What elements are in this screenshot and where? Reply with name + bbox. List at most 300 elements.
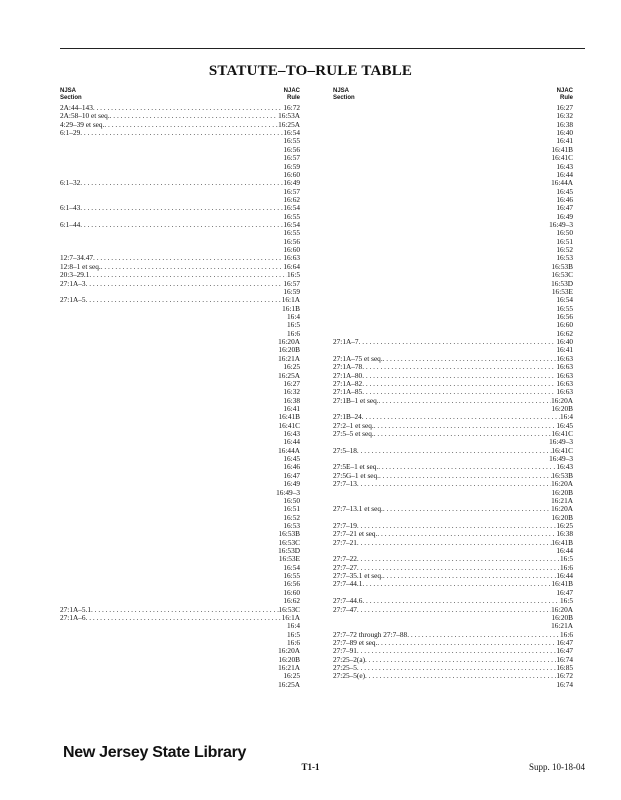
rule-reference: 16:25A — [278, 120, 300, 129]
statute-section: 27:1A–7 — [333, 338, 359, 347]
rule-reference: 16:25 — [283, 363, 300, 372]
dot-leader — [91, 606, 278, 614]
rule-reference: 16:41B — [551, 145, 573, 154]
table-row — [333, 438, 573, 446]
rule-reference: 16:5 — [287, 271, 300, 280]
dot-leader — [80, 204, 283, 212]
page-number: T1-1 — [301, 762, 320, 772]
supplement-date: Supp. 10-18-04 — [529, 762, 585, 772]
rule-reference: 16:45 — [283, 455, 300, 464]
table-row — [60, 580, 300, 588]
statute-section: 27:25–5(e) — [333, 672, 366, 681]
rule-reference: 16:20A — [278, 647, 300, 656]
rule-reference: 16:49 — [556, 212, 573, 221]
rule-reference: 16:6 — [560, 563, 573, 572]
table-row — [333, 112, 573, 120]
dot-leader — [365, 656, 556, 664]
table-row — [333, 631, 573, 639]
table-row — [60, 522, 300, 530]
table-row — [333, 656, 573, 664]
statute-section: 2A:58–10 et seq. — [60, 112, 110, 121]
table-row — [60, 146, 300, 154]
statute-section: 27:5–5 et seq. — [333, 430, 374, 439]
table-row — [333, 455, 573, 463]
rule-reference: 16:56 — [283, 580, 300, 589]
table-row — [60, 647, 300, 655]
dot-leader — [377, 639, 556, 647]
rule-reference: 16:56 — [283, 145, 300, 154]
table-row — [60, 372, 300, 380]
rule-reference: 16:41 — [556, 346, 573, 355]
table-row — [60, 363, 300, 371]
table-row — [333, 338, 573, 346]
rule-reference: 16:20A — [551, 396, 573, 405]
statute-section: 27:7–44.6 — [333, 597, 363, 606]
table-row — [60, 664, 300, 672]
top-rule — [60, 48, 585, 49]
rule-reference: 16:54 — [283, 563, 300, 572]
dot-leader — [357, 480, 551, 488]
table-row — [333, 121, 573, 129]
table-row — [333, 330, 573, 338]
rule-reference: 16:55 — [556, 304, 573, 313]
rule-reference: 16:21A — [278, 354, 300, 363]
table-row — [60, 631, 300, 639]
rule-reference: 16:46 — [556, 195, 573, 204]
rule-reference: 16:53C — [278, 538, 300, 547]
dot-leader — [86, 280, 284, 288]
njac-header: NJAC — [556, 88, 573, 94]
rule-reference: 16:53B — [551, 471, 573, 480]
rule-reference: 16:43 — [556, 162, 573, 171]
rule-reference: 16:41 — [283, 404, 300, 413]
table-row — [333, 129, 573, 137]
rule-reference: 16:63 — [556, 388, 573, 397]
dot-leader — [362, 388, 556, 396]
table-row — [333, 530, 573, 538]
dot-leader — [357, 555, 560, 563]
table-row — [60, 622, 300, 630]
table-row — [333, 229, 573, 237]
rule-reference: 16:54 — [283, 129, 300, 138]
rule-reference: 16:41C — [551, 154, 573, 163]
table-row — [60, 589, 300, 597]
rule-reference: 16:20B — [551, 488, 573, 497]
table-row — [333, 522, 573, 530]
table-row — [60, 355, 300, 363]
statute-section: 27:7–47 — [333, 605, 357, 614]
dot-leader — [93, 104, 284, 112]
rule-reference: 16:53C — [278, 605, 300, 614]
table-row — [333, 137, 573, 145]
table-row — [60, 597, 300, 605]
dot-leader — [407, 631, 560, 639]
table-row — [333, 639, 573, 647]
rule-reference: 16:54 — [283, 221, 300, 230]
statute-section: 27:25–2(a) — [333, 655, 366, 664]
dot-leader — [365, 672, 556, 680]
statute-section: 27:1A–82 — [333, 379, 363, 388]
rule-reference: 16:5 — [560, 597, 573, 606]
rule-reference: 16:44A — [551, 179, 573, 188]
dot-leader — [377, 530, 556, 538]
statute-section: 6:1–32 — [60, 179, 81, 188]
statute-section: 12:7–34.47 — [60, 254, 94, 263]
rule-reference: 16:49–3 — [549, 438, 573, 447]
table-row — [60, 263, 300, 271]
table-row — [60, 121, 300, 129]
statute-section: 27:7–22 — [333, 555, 357, 564]
table-row — [60, 505, 300, 513]
table-row — [60, 179, 300, 187]
rule-reference: 16:41B — [278, 413, 300, 422]
table-row — [333, 238, 573, 246]
table-row — [333, 422, 573, 430]
table-row — [60, 672, 300, 680]
statute-section: 27:1A–75 et seq. — [333, 354, 383, 363]
table-row — [60, 196, 300, 204]
rule-reference: 16:46 — [283, 463, 300, 472]
rule-reference: 16:21A — [551, 622, 573, 631]
rule-reference: 16:20B — [551, 613, 573, 622]
rule-reference: 16:53A — [278, 112, 300, 121]
dot-leader — [362, 380, 556, 388]
right-table-rows — [333, 104, 573, 689]
table-row — [333, 179, 573, 187]
table-row — [60, 154, 300, 162]
rule-reference: 16:20A — [551, 505, 573, 514]
statute-section: 27:1B–24 — [333, 413, 362, 422]
rule-reference: 16:64 — [283, 262, 300, 271]
table-row — [333, 188, 573, 196]
right-column-header — [333, 88, 573, 104]
table-row — [333, 397, 573, 405]
right-column — [333, 88, 573, 689]
table-row — [333, 472, 573, 480]
dot-leader — [357, 606, 551, 614]
rule-reference: 16:53 — [556, 254, 573, 263]
statute-section: 27:7–13 — [333, 480, 357, 489]
dot-leader — [80, 221, 283, 229]
dot-leader — [93, 254, 283, 262]
rule-reference: 16:21A — [278, 664, 300, 673]
table-row — [333, 388, 573, 396]
rule-reference: 16:5 — [287, 321, 300, 330]
library-watermark: New Jersey State Library — [63, 744, 247, 761]
rule-reference: 16:41C — [278, 421, 300, 430]
table-row — [60, 639, 300, 647]
rule-reference: 16:43 — [283, 430, 300, 439]
table-row — [60, 480, 300, 488]
table-row — [60, 137, 300, 145]
table-row — [333, 196, 573, 204]
rule-reference: 16:49 — [283, 480, 300, 489]
table-row — [60, 405, 300, 413]
table-row — [333, 413, 573, 421]
table-row — [333, 497, 573, 505]
table-row — [60, 305, 300, 313]
rule-reference: 16:74 — [556, 680, 573, 689]
rule-reference: 16:53E — [278, 555, 300, 564]
table-row — [333, 614, 573, 622]
rule-reference: 16:20A — [278, 338, 300, 347]
rule-reference: 16:59 — [283, 162, 300, 171]
njac-header: NJAC — [283, 88, 300, 94]
dot-leader — [383, 505, 551, 513]
table-row — [333, 447, 573, 455]
dot-leader — [362, 372, 556, 380]
dot-leader — [362, 580, 551, 588]
rule-reference: 16:60 — [556, 321, 573, 330]
table-row — [333, 271, 573, 279]
rule-reference: 16:32 — [283, 388, 300, 397]
dot-leader — [383, 355, 557, 363]
table-row — [333, 547, 573, 555]
statute-section: 4:29–39 et seq. — [60, 120, 105, 129]
rule-reference: 16:1A — [281, 296, 300, 305]
rule-reference: 16:52 — [556, 246, 573, 255]
statute-section: 27:7–27 — [333, 563, 357, 572]
rule-reference: 16:25 — [283, 672, 300, 681]
rule-reference: 16:25A — [278, 680, 300, 689]
statute-section: 2A:44–143 — [60, 104, 93, 112]
rule-reference: 16:53C — [551, 271, 573, 280]
table-row — [333, 163, 573, 171]
statute-section: 27:1A–78 — [333, 363, 363, 372]
table-row — [60, 221, 300, 229]
table-row — [60, 313, 300, 321]
rule-reference: 16:53B — [551, 262, 573, 271]
rule-reference: 16:44 — [556, 572, 573, 581]
rule-header: Rule — [559, 95, 573, 101]
rule-reference: 16:62 — [556, 329, 573, 338]
statute-section: 12:8–1 et seq. — [60, 262, 101, 271]
rule-reference: 16:25A — [278, 371, 300, 380]
dot-leader — [383, 572, 557, 580]
table-row — [333, 430, 573, 438]
table-row — [333, 221, 573, 229]
table-row — [333, 280, 573, 288]
rule-reference: 16:55 — [283, 212, 300, 221]
rule-reference: 16:54 — [283, 204, 300, 213]
rule-reference: 16:21A — [551, 496, 573, 505]
rule-reference: 16:1A — [281, 613, 300, 622]
rule-reference: 16:63 — [556, 363, 573, 372]
rule-reference: 16:47 — [556, 588, 573, 597]
dot-leader — [104, 121, 278, 129]
rule-reference: 16:55 — [283, 229, 300, 238]
statute-section: 27:1A–5 — [60, 296, 86, 305]
table-row — [60, 438, 300, 446]
rule-reference: 16:1B — [282, 304, 300, 313]
table-row — [60, 463, 300, 471]
dot-leader — [86, 614, 282, 622]
rule-reference: 16:4 — [560, 413, 573, 422]
rule-reference: 16:44 — [556, 170, 573, 179]
table-row — [333, 104, 573, 112]
rule-reference: 16:6 — [287, 329, 300, 338]
statute-section: 27:2–1 et seq. — [333, 421, 374, 430]
table-row — [333, 254, 573, 262]
rule-reference: 16:57 — [283, 187, 300, 196]
table-row — [333, 463, 573, 471]
statute-section: 27:7–44.1 — [333, 580, 363, 589]
table-row — [60, 555, 300, 563]
rule-reference: 16:49–3 — [549, 221, 573, 230]
rule-reference: 16:6 — [287, 639, 300, 647]
table-row — [60, 229, 300, 237]
table-row — [60, 572, 300, 580]
statute-section: 27:1A–85 — [333, 388, 363, 397]
rule-reference: 16:47 — [556, 647, 573, 656]
rule-reference: 16:56 — [283, 237, 300, 246]
table-row — [333, 146, 573, 154]
table-row — [60, 104, 300, 112]
rule-reference: 16:50 — [283, 496, 300, 505]
table-row — [60, 489, 300, 497]
rule-reference: 16:41C — [551, 430, 573, 439]
rule-reference: 16:20B — [278, 655, 300, 664]
table-row — [333, 489, 573, 497]
rule-reference: 16:44A — [278, 446, 300, 455]
dot-leader — [80, 129, 283, 137]
table-row — [333, 213, 573, 221]
rule-reference: 16:5 — [287, 630, 300, 639]
table-row — [60, 530, 300, 538]
table-row — [333, 580, 573, 588]
dot-leader — [357, 539, 552, 547]
left-column-header — [60, 88, 300, 104]
rule-reference: 16:53B — [278, 530, 300, 539]
statute-section: 27:1B–1 et seq. — [333, 396, 379, 405]
table-row — [333, 154, 573, 162]
table-row — [60, 213, 300, 221]
rule-reference: 16:60 — [283, 170, 300, 179]
table-row — [60, 296, 300, 304]
statute-section: 27:7–13.1 et seq. — [333, 505, 383, 514]
table-row — [60, 163, 300, 171]
table-row — [60, 288, 300, 296]
dot-leader — [362, 413, 560, 421]
dot-leader — [357, 447, 552, 455]
section-header: Section — [333, 95, 355, 101]
rule-reference: 16:57 — [283, 279, 300, 288]
left-table-rows — [60, 104, 300, 689]
rule-reference: 16:47 — [556, 639, 573, 647]
table-row — [60, 447, 300, 455]
dot-leader — [374, 430, 552, 438]
table-row — [60, 472, 300, 480]
statute-section: 27:5E–1 et seq. — [333, 463, 379, 472]
rule-reference: 16:63 — [556, 354, 573, 363]
rule-reference: 16:53 — [283, 521, 300, 530]
table-row — [333, 296, 573, 304]
rule-reference: 16:49 — [283, 179, 300, 188]
rule-reference: 16:38 — [556, 530, 573, 539]
njsa-header: NJSA — [60, 88, 77, 94]
rule-reference: 16:32 — [556, 112, 573, 121]
table-row — [60, 681, 300, 689]
rule-reference: 16:60 — [283, 588, 300, 597]
section-header: Section — [60, 95, 82, 101]
rule-reference: 16:27 — [556, 104, 573, 112]
dot-leader — [110, 112, 278, 120]
table-row — [60, 547, 300, 555]
statute-section: 27:7–72 through 27:7–88 — [333, 630, 408, 639]
rule-reference: 16:41B — [551, 538, 573, 547]
rule-reference: 16:20A — [551, 605, 573, 614]
rule-reference: 16:55 — [283, 572, 300, 581]
table-row — [60, 129, 300, 137]
rule-reference: 16:41C — [551, 446, 573, 455]
table-row — [60, 112, 300, 120]
table-row — [60, 238, 300, 246]
rule-reference: 16:4 — [287, 622, 300, 631]
table-row — [60, 539, 300, 547]
table-row — [333, 263, 573, 271]
table-row — [333, 622, 573, 630]
rule-reference: 16:72 — [283, 104, 300, 112]
rule-reference: 16:63 — [283, 254, 300, 263]
table-row — [333, 355, 573, 363]
table-row — [333, 363, 573, 371]
rule-reference: 16:53D — [551, 279, 573, 288]
table-row — [333, 589, 573, 597]
rule-reference: 16:60 — [283, 246, 300, 255]
dot-leader — [86, 296, 282, 304]
rule-reference: 16:85 — [556, 664, 573, 673]
rule-reference: 16:59 — [283, 287, 300, 296]
table-row — [60, 246, 300, 254]
table-row — [60, 346, 300, 354]
table-row — [333, 539, 573, 547]
rule-reference: 16:38 — [283, 396, 300, 405]
table-row — [60, 606, 300, 614]
rule-reference: 16:62 — [283, 195, 300, 204]
dot-leader — [379, 397, 551, 405]
rule-reference: 16:45 — [556, 187, 573, 196]
table-row — [333, 321, 573, 329]
statute-section: 27:7–21 — [333, 538, 357, 547]
rule-header: Rule — [286, 95, 300, 101]
rule-reference: 16:47 — [556, 204, 573, 213]
rule-reference: 16:54 — [556, 296, 573, 305]
table-row — [60, 321, 300, 329]
rule-reference: 16:53E — [551, 287, 573, 296]
statute-section: 27:7–89 et seq. — [333, 639, 378, 647]
rule-reference: 16:55 — [283, 137, 300, 146]
rule-reference: 16:41 — [556, 137, 573, 146]
rule-reference: 16:20B — [551, 513, 573, 522]
statute-section: 27:1A–6 — [60, 613, 86, 622]
table-row — [333, 372, 573, 380]
table-row — [60, 430, 300, 438]
table-row — [333, 246, 573, 254]
rule-reference: 16:63 — [556, 371, 573, 380]
rule-reference: 16:51 — [556, 237, 573, 246]
rule-reference: 16:50 — [556, 229, 573, 238]
table-row — [60, 204, 300, 212]
rule-reference: 16:44 — [283, 438, 300, 447]
rule-reference: 16:52 — [283, 513, 300, 522]
dot-leader — [80, 179, 283, 187]
rule-reference: 16:20B — [278, 346, 300, 355]
statute-section: 27:5G–1 et seq. — [333, 471, 380, 480]
table-row — [60, 280, 300, 288]
rule-reference: 16:53D — [278, 547, 300, 556]
statute-section: 27:5–18 — [333, 446, 357, 455]
rule-reference: 16:62 — [283, 597, 300, 606]
